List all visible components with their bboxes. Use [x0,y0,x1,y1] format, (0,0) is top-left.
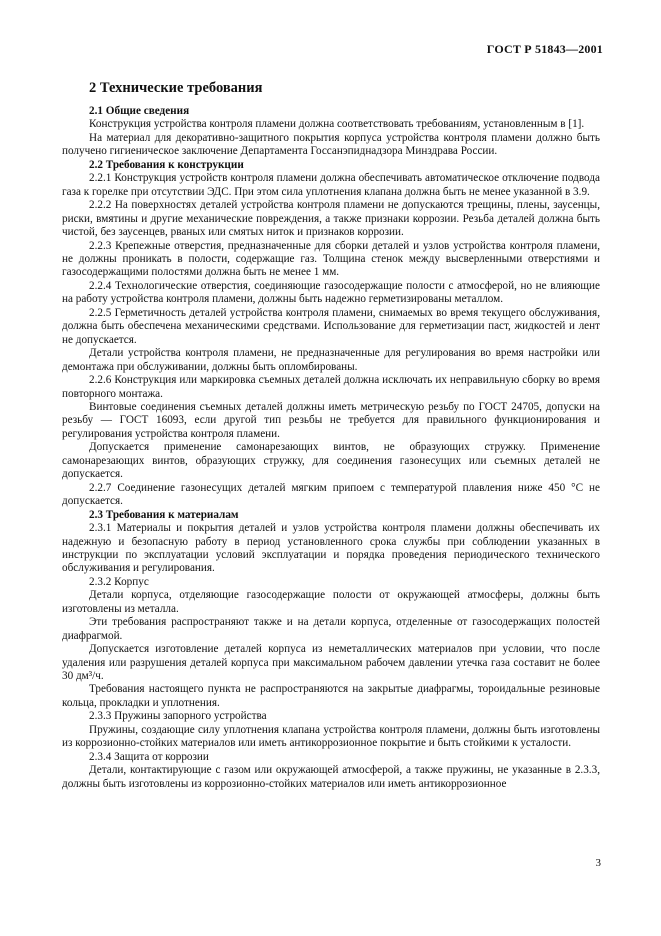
paragraph: Детали устройства контроля пламени, не предназначенные для регулирования во время настройки или демонтажа при обслуживании, должны быть опломбированы. [62,347,600,373]
document-header-code: ГОСТ Р 51843—2001 [486,42,603,56]
paragraph: 2.2.5 Герметичность деталей устройства контроля пламени, снимаемых во время текущего обслуживания, должна быть обеспечена механическими средствами. Использование для герметизации паст, жидкостей и лент не допускается. [62,306,600,346]
paragraph: Детали, контактирующие с газом или окружающей атмосферой, а также пружины, не указанные в 2.3.3, должны быть изготовлены из коррозионно-стойких материалов или иметь антикоррозионное [62,764,600,790]
paragraph: Требования настоящего пункта не распространяются на закрытые диафрагмы, тороидальные резиновые кольца, прокладки и уплотнения. [62,683,600,709]
paragraph: Эти требования распространяют также и на детали корпуса, отделенные от газосодержащих полостей диафрагмой. [62,616,600,642]
subsection-heading: 2.2 Требования к конструкции [89,158,244,171]
document-body [62,80,600,791]
paragraph: Пружины, создающие силу уплотнения клапана устройства контроля пламени, должны быть изготовлены из коррозионно-стойких материалов или иметь антикоррозионное покрытие и быть стойкими к усталости. [62,723,600,750]
paragraph: Детали корпуса, отделяющие газосодержащие полости от окружающей атмосферы, должны быть изготовлены из металла. [62,589,600,615]
paragraph: 2.3.1 Материалы и покрытия деталей и узлов устройства контроля пламени должны обеспечивать их надежную и безопасную работу в период установленного срока службы при соблюдении указанных в инструкции по эксплуатации условий эксплуатации и порядка проведения периодического технического обслуживания и регулирования. [62,522,600,575]
paragraph-list [62,105,600,791]
paragraph: Допускается изготовление деталей корпуса из неметаллических материалов при условии, что после удаления или разрушения деталей корпуса при максимальном рабочем давлении утечка газа составит не более 30 дм³/ч. [62,643,600,683]
subsection-heading: 2.1 Общие сведения [89,105,190,117]
paragraph: 2.2.6 Конструкция или маркировка съемных деталей должна исключать их неправильную сборку во время повторного монтажа. [62,374,600,400]
paragraph: На материал для декоративно-защитного покрытия корпуса устройства контроля пламени должно быть получено гигиеническое заключение Департамента Госсанэпиднадзора Минздрава России. [62,131,600,158]
paragraph: 2.3.4 Защита от коррозии [89,750,209,763]
paragraph: 2.2.4 Технологические отверстия, соединяющие газосодержащие полости с атмосферой, но не влияющие на работу устройства контроля пламени, должны быть надежно герметизированы металлом. [62,279,600,306]
paragraph: 2.2.3 Крепежные отверстия, предназначенные для сборки деталей и узлов устройства контроля пламени, не должны проникать в полости, содержащие газ. Толщина стенок между высверленными отверстиями и газосодержащими полостями должна быть не менее 1 мм. [62,239,600,279]
paragraph: 2.3.3 Пружины запорного устройства [89,710,267,723]
subsection-heading: 2.3 Требования к материалам [89,508,239,521]
paragraph: 2.2.1 Конструкция устройств контроля пламени должна обеспечивать автоматическое отключение подвода газа к горелке при отсутствии ЭДС. При этом сила уплотнения клапана должна быть не менее указанной в 3.9. [62,172,600,198]
paragraph: 2.2.2 На поверхностях деталей устройства контроля пламени не допускаются трещины, плены, заусенцы, риски, вмятины и другие механические повреждения, а также признаки коррозии. Резьба деталей должна быть чистой, без заусенцев, рваных или смятых ниток и признаков коррозии. [62,199,600,239]
section-title: 2 Технические требования [89,80,263,96]
page-number: 3 [595,857,601,869]
paragraph: Конструкция устройства контроля пламени должна соответствовать требованиям, установленным в [1]. [89,118,585,131]
paragraph: 2.2.7 Соединение газонесущих деталей мягким припоем с температурой плавления ниже 450 °С не допускается. [62,481,600,508]
paragraph: Винтовые соединения съемных деталей должны иметь метрическую резьбу по ГОСТ 24705, допуски на резьбу — ГОСТ 16093, если другой тип резьбы не требуется для правильного функционирования и регулирования устройства контроля пламени. [62,400,600,440]
paragraph: 2.3.2 Корпус [89,575,149,588]
paragraph: Допускается применение самонарезающих винтов, не образующих стружку. Применение самонарезающих винтов, образующих стружку, для соединения газонесущих или съемных деталей не допускается. [62,441,600,481]
